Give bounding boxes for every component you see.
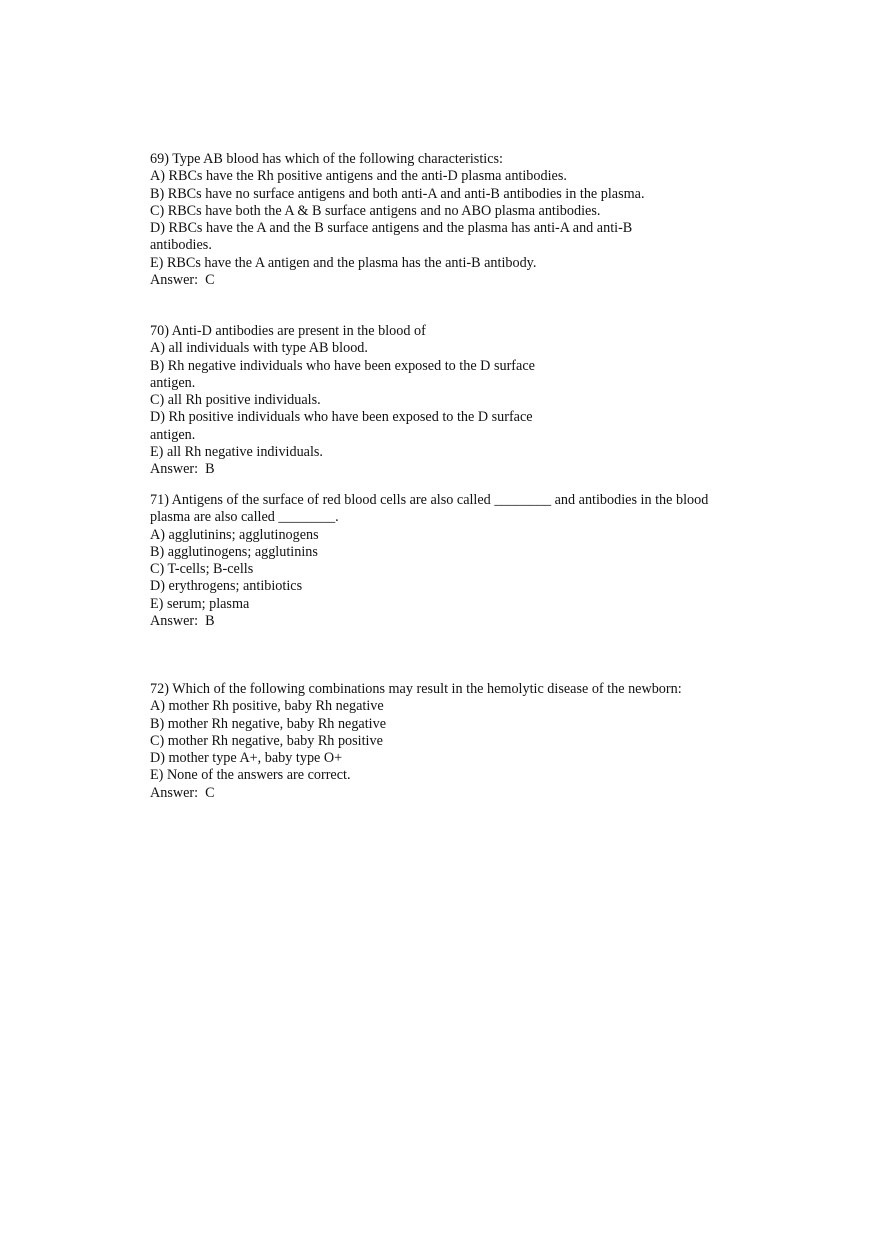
question-stem: 69) Type AB blood has which of the following characteristics: [150,151,503,167]
option-a: A) RBCs have the Rh positive antigens and the anti-D plasma antibodies. [150,168,567,185]
option-e: E) all Rh negative individuals. [150,444,323,461]
question-69 [150,151,740,289]
option-d: D) Rh positive individuals who have been exposed to the D surface antigen. [150,409,533,443]
question-70 [150,323,740,479]
option-c: C) RBCs have both the A & B surface antigens and no ABO plasma antibodies. [150,202,601,219]
option-d: D) RBCs have the A and the B surface antigens and the plasma has anti-A and anti-B antibodies. [150,220,633,254]
question-stem: 72) Which of the following combinations may result in the hemolytic disease of the newborn: [150,681,682,697]
option-b: B) Rh negative individuals who have been exposed to the D surface antigen. [150,357,535,391]
option-b: B) mother Rh negative, baby Rh negative [150,715,387,732]
option-b: B) agglutinogens; agglutinins [150,543,318,560]
option-a: A) all individuals with type AB blood. [150,340,368,357]
answer: Answer: B [150,613,215,630]
option-e: E) RBCs have the A antigen and the plasma has the anti-B antibody. [150,254,537,271]
answer: Answer: C [150,272,215,289]
option-d: D) mother type A+, baby type O+ [150,750,343,767]
option-e: E) serum; plasma [150,595,250,612]
question-stem: 71) Antigens of the surface of red blood cells are also called ________ and antibodies in the blood plasma are also called ________. [150,492,709,526]
option-a: A) agglutinins; agglutinogens [150,526,319,543]
answer: Answer: B [150,461,215,478]
answer: Answer: C [150,784,215,801]
option-a: A) mother Rh positive, baby Rh negative [150,698,384,715]
option-b: B) RBCs have no surface antigens and both anti-A and anti-B antibodies in the plasma. [150,185,645,202]
option-c: C) mother Rh negative, baby Rh positive [150,732,383,749]
option-e: E) None of the answers are correct. [150,767,351,784]
option-d: D) erythrogens; antibiotics [150,578,303,595]
question-72 [150,681,740,802]
option-c: C) all Rh positive individuals. [150,392,321,409]
question-71 [150,492,740,630]
option-c: C) T-cells; B-cells [150,561,254,578]
question-stem: 70) Anti-D antibodies are present in the blood of [150,323,426,339]
